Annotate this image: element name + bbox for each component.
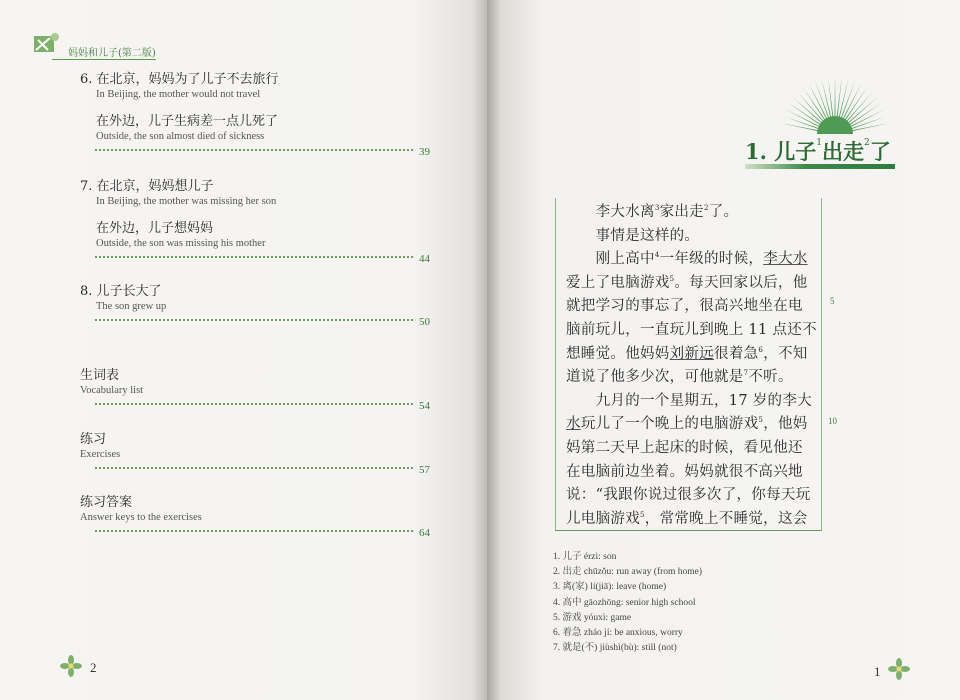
toc-title-en: In Beijing, the mother would not travel [96, 89, 261, 100]
passage-line: 妈第二天早上起床的时候，看见他还 [566, 440, 803, 456]
sun-ray [828, 76, 833, 118]
footnote: 1. 儿子 érzi: son [553, 552, 617, 562]
passage-line: 说：“我跟你说过很多次了，你每天玩 [566, 487, 811, 504]
toc-page-number: 39 [419, 146, 430, 158]
toc-page-number: 54 [419, 400, 430, 412]
line-number: 5 [830, 296, 835, 306]
footnote-ref: 5 [640, 510, 645, 519]
toc-page-number: 57 [419, 464, 430, 476]
footnote-ref: 5 [758, 416, 764, 425]
passage-box [555, 198, 822, 531]
footnote-ref: 3 [654, 204, 660, 213]
footnote-ref: 4 [654, 251, 660, 260]
passage-line: 刚上高中$^4$一年级的时候，李大水 [566, 251, 808, 268]
toc-title-zh: 8. 儿子长大了 [80, 284, 162, 299]
sun-ray [809, 83, 828, 120]
dot-leader [95, 149, 413, 151]
title-footnote-ref: 2 [863, 138, 870, 148]
toc-title-zh: 6. 在北京，妈妈为了儿子不去旅行 [80, 72, 279, 87]
dot-leader [95, 319, 413, 321]
passage-line: 李大水离$^3$家出走$^2$了。 [566, 204, 739, 220]
page-number: 2 [90, 660, 97, 675]
passage-line: 就把学习的事忘了，很高兴地坐在电 [566, 298, 803, 315]
footnote-ref: 7 [743, 369, 749, 378]
sunburst-icon [785, 72, 885, 134]
toc-title-zh: 生词表 [80, 368, 120, 383]
title-underline [745, 164, 895, 169]
toc-title-en: Exercises [80, 449, 121, 460]
toc-title-en: Outside, the son almost died of sickness [96, 131, 265, 142]
passage-line: 事情是这样的。 [566, 227, 700, 244]
proper-name: 水 [566, 416, 581, 433]
line-number: 10 [828, 416, 837, 426]
running-header: 妈妈和儿子(第二版) [52, 44, 156, 60]
dot-leader [95, 403, 413, 405]
passage-line: 儿电脑游戏$^5$，常常晚上不睡觉，这会 [566, 510, 808, 527]
toc-title-zh: 在外边，儿子想妈妈 [96, 221, 214, 236]
footnote: 5. 游戏 yóuxì: game [553, 612, 632, 623]
flower-icon [60, 655, 82, 677]
flower-icon [888, 658, 910, 680]
passage-line: 道说了他多少次，可他就是$^7$不听。 [566, 369, 793, 386]
footnote: 2. 出走 chūzǒu: run away (from home) [553, 567, 703, 578]
proper-name: 李大水 [763, 251, 808, 268]
toc-title-en: Vocabulary list [80, 385, 144, 396]
sun-ray [842, 83, 861, 120]
toc-page-number: 64 [419, 527, 430, 539]
toc-title-en: Outside, the son was missing his mother [96, 238, 266, 249]
sun-ray [835, 76, 836, 118]
page-number: 1 [874, 664, 881, 679]
dot-leader [95, 256, 413, 258]
dot-leader [95, 530, 413, 532]
lesson-title: 1. 儿子$^1$出走$^2$了 [745, 138, 891, 164]
passage-line: 想睡觉。他妈妈刘新远很着急$^6$，不知 [566, 345, 808, 362]
passage-line: 脑前玩儿，一直玩儿到晚上 11 点还不 [566, 322, 817, 338]
dot-leader [95, 467, 413, 469]
toc-title-en: Answer keys to the exercises [80, 512, 202, 523]
passage-line: 水玩儿了一个晚上的电脑游戏$^5$，他妈 [566, 416, 808, 433]
footnote: 4. 高中 gāozhōng: senior high school [553, 597, 696, 608]
toc-title-en: The son grew up [96, 301, 167, 312]
passage-line: 九月的一个星期五，17 岁的李大 [566, 392, 812, 409]
title-footnote-ref: 1 [816, 138, 822, 148]
toc-title-zh: 练习答案 [80, 495, 133, 510]
footnote-ref: 6 [758, 345, 764, 354]
footnote-ref: 2 [703, 204, 709, 213]
passage-line: 在电脑前边坐着。妈妈就很不高兴地 [566, 463, 803, 480]
footnote-ref: 5 [669, 274, 675, 283]
footnote: 3. 离(家) lí(jiā): leave (home) [553, 582, 667, 593]
sun-ray [837, 76, 842, 118]
toc-title-zh: 在外边，儿子生病差一点儿死了 [96, 114, 279, 129]
footnote: 6. 着急 zháo jí: be anxious, worry [553, 628, 683, 638]
proper-name: 刘新远 [669, 345, 715, 362]
toc-title-zh: 7. 在北京，妈妈想儿子 [80, 179, 214, 194]
toc-page-number: 50 [419, 316, 430, 328]
toc-title-en: In Beijing, the mother was missing her son [96, 196, 277, 207]
toc-page-number: 44 [419, 253, 430, 265]
toc-title-zh: 练习 [80, 432, 107, 447]
passage-line: 爱上了电脑游戏$^5$。每天回家以后，他 [566, 274, 808, 291]
footnote: 7. 就是(不) jiùshì(bù): still (not) [553, 643, 677, 654]
